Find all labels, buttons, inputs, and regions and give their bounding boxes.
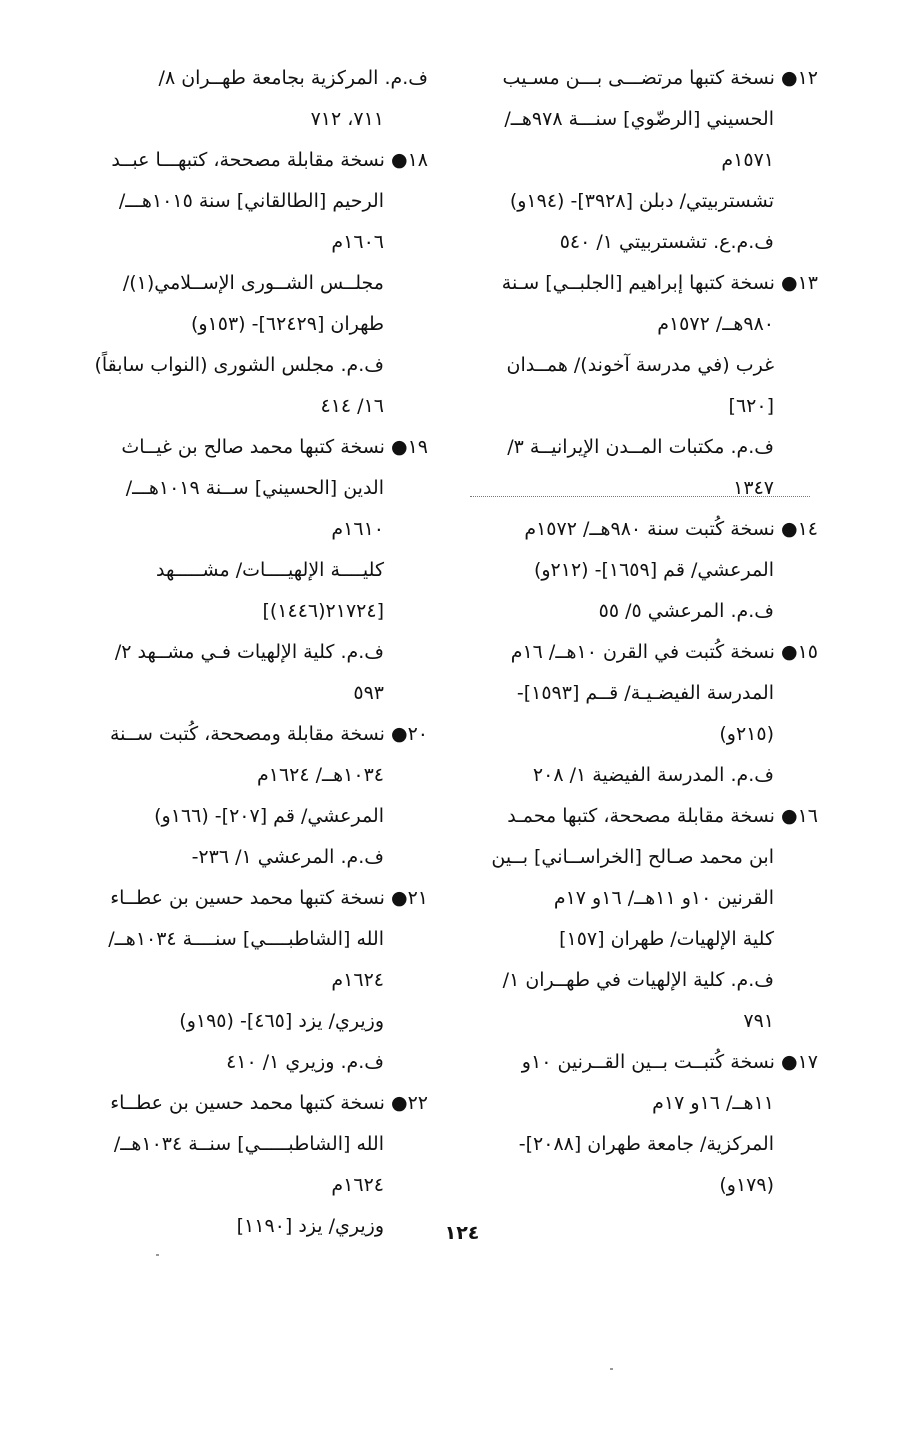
entry-line: ١٦٢٤م: [331, 969, 384, 991]
entry-line: تشستربيتي/ دبلن [٣٩٢٨]- (١٩٤و): [509, 190, 774, 212]
entry-line: [٦٢٠]: [728, 395, 774, 417]
entry-line: المرعشي/ قم [١٦٥٩]- (٢١٢و): [533, 559, 774, 581]
entry-continuation: [80, 58, 428, 140]
scan-speck: [610, 1368, 613, 1370]
entry-heading: ٢٠● نسخة مقابلة ومصححة، كُتبت ســنة: [109, 723, 428, 745]
entry-14: [470, 509, 818, 632]
right-column: [470, 58, 818, 1206]
entry-line: ف.م. المدرسة الفيضية ١/ ٢٠٨: [532, 764, 774, 786]
entry-heading: ١٥● نسخة كُتبت في القرن ١٠هــ/ ١٦م: [510, 641, 818, 663]
entry-line: المركزية/ جامعة طهران [٢٠٨٨]-: [518, 1133, 774, 1155]
entry-line: ٧١١، ٧١٢: [310, 108, 384, 130]
entry-line: كلية الإلهيات/ طهران [١٥٧]: [559, 928, 774, 950]
entry-12: [470, 58, 818, 263]
entry-line: ف.م. كلية الإلهيات فـي مشــهد ٢/: [114, 641, 384, 663]
entry-line: ١٦١٠م: [331, 518, 384, 540]
entry-19: [80, 427, 428, 714]
entry-line: ٧٩١: [743, 1010, 774, 1032]
entry-line: ف.م. مكتبات المــدن الإيرانيــة ٣/: [507, 436, 774, 458]
entry-heading: ٢٢● نسخة كتبها محمد حسين بن عطــاء: [110, 1092, 428, 1114]
entry-line: ١٦/ ٤١٤: [320, 395, 384, 417]
entry-heading: ١٧● نسخة كُتبــت بــين القــرنين ١٠و: [521, 1051, 818, 1073]
entry-line: ١١هــ/ ١٦و ١٧م: [652, 1092, 774, 1114]
entry-line: ١٠٣٤هــ/ ١٦٢٤م: [256, 764, 384, 786]
entry-20: [80, 714, 428, 878]
entry-line: ف.م. كلية الإلهيات في طهــران ١/: [502, 969, 774, 991]
entry-line: ف.م. المرعشي ٥/ ٥٥: [598, 600, 774, 622]
entry-line: ف.م. مجلس الشورى (النواب سابقاً): [94, 354, 384, 376]
entry-line: ف.م. المركزية بجامعة طهــران ٨/: [158, 67, 428, 89]
entry-line: الحسيني [الرضّوي] سنـــة ٩٧٨هــ/: [504, 108, 774, 130]
entry-line: ف.م. وزيري ١/ ٤١٠: [226, 1051, 384, 1073]
entry-line: الرحيم [الطالقاني] سنة ١٠١٥هـــ/: [118, 190, 384, 212]
entry-22: [80, 1083, 428, 1247]
entry-heading: ١٢● نسخة كتبها مرتضـــى بـــن مسـيب: [502, 67, 818, 89]
dotted-separator: [470, 496, 810, 497]
entry-line: الله [الشاطبــــي] سنــــة ١٠٣٤هــ/: [108, 928, 384, 950]
entry-heading: ١٦● نسخة مقابلة مصححة، كتبها محمـد: [507, 805, 818, 827]
entry-line: ٥٩٣: [353, 682, 384, 704]
entry-line: المدرسة الفيضـيـة/ قــم [١٥٩٣]-: [516, 682, 774, 704]
entry-line: الله [الشاطبـــــي] سنــة ١٠٣٤هــ/: [113, 1133, 384, 1155]
entry-16: [470, 796, 818, 1042]
entry-heading: ١٣● نسخة كتبها إبراهيم [الجلبــي] سـنة: [501, 272, 818, 294]
entry-line: [٢١٧٢٤(١٤٤٦)]: [262, 600, 384, 622]
entry-heading: ٢١● نسخة كتبها محمد حسين بن عطــاء: [110, 887, 428, 909]
entry-13: [470, 263, 818, 509]
entry-line: القرنين ١٠و ١١هــ/ ١٦و ١٧م: [553, 887, 774, 909]
entry-line: غرب (في مدرسة آخوند)/ همــدان: [506, 354, 774, 376]
entry-line: ١٦٠٦م: [331, 231, 384, 253]
entry-line: ١٣٤٧: [733, 477, 774, 499]
scan-speck: [156, 1254, 159, 1256]
entry-line: وزيري/ يزد [١١٩٠]: [236, 1215, 384, 1237]
entry-line: ٩٨٠هــ/ ١٥٧٢م: [657, 313, 774, 335]
entry-line: طهران [٦٢٤٢٩]- (١٥٣و): [190, 313, 384, 335]
entry-15: [470, 632, 818, 796]
entry-line: ابن محمد صـالح [الخراســاني] بــين: [491, 846, 774, 868]
entry-line: وزيري/ يزد [٤٦٥]- (١٩٥و): [179, 1010, 384, 1032]
entry-line: الدين [الحسيني] ســنة ١٠١٩هـــ/: [125, 477, 384, 499]
entry-21: [80, 878, 428, 1083]
page-number: ١٢٤: [444, 1222, 480, 1244]
entry-line: المرعشي/ قم [٢٠٧]- (١٦٦و): [154, 805, 384, 827]
entry-line: ١٦٢٤م: [331, 1174, 384, 1196]
entry-line: (٢١٥و): [719, 723, 774, 745]
entry-line: مجلــس الشــورى الإســلامي(١)/: [122, 272, 384, 294]
entry-line: (١٧٩و): [719, 1174, 774, 1196]
entry-line: ف.م. المرعشي ١/ ٢٣٦-: [191, 846, 384, 868]
entry-line: كليــــة الإلهيــــات/ مشـــــهد: [155, 559, 384, 581]
entry-18: [80, 140, 428, 427]
entry-heading: ١٩● نسخة كتبها محمد صالح بن غيــاث: [121, 436, 428, 458]
entry-heading: ١٤● نسخة كُتبت سنة ٩٨٠هــ/ ١٥٧٢م: [524, 518, 818, 540]
entry-line: ١٥٧١م: [721, 149, 774, 171]
entry-17: [470, 1042, 818, 1206]
entry-line: ف.م.ع. تشستربيتي ١/ ٥٤٠: [559, 231, 774, 253]
entry-heading: ١٨● نسخة مقابلة مصححة، كتبهـــا عبــد: [111, 149, 428, 171]
left-column: [80, 58, 428, 1247]
